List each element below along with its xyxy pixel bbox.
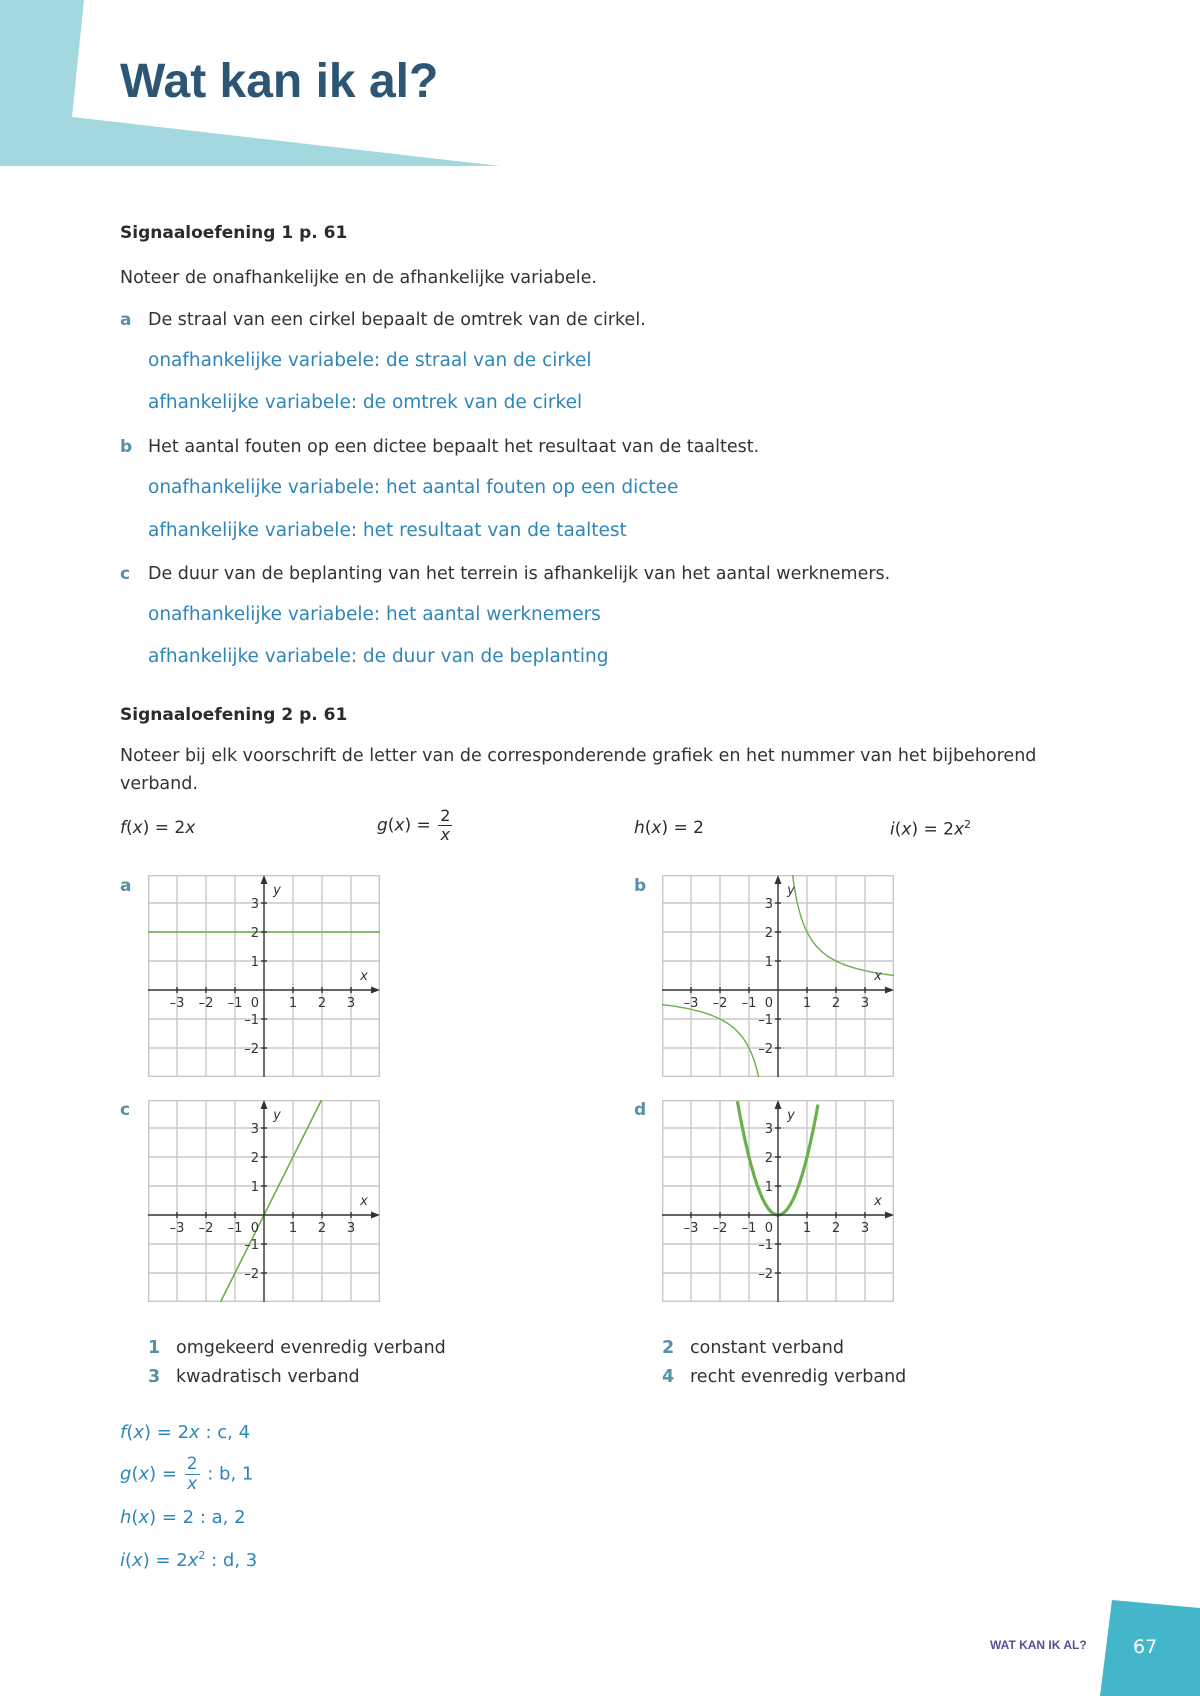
tick-label-y-pos: 2 (250, 1151, 259, 1166)
graph-d (662, 1100, 894, 1302)
answer-i: $i(x) = 2x^2$ : d, 3 (120, 1549, 258, 1571)
tick-label-x-pos: 3 (860, 1221, 870, 1236)
axis-label-x: x (874, 969, 882, 984)
tick-label-x-neg: –3 (683, 1221, 699, 1236)
graph-a (148, 875, 380, 1077)
tick-label-x-neg: –1 (227, 996, 243, 1011)
graph-label-d: d (634, 1100, 647, 1120)
graph-svg (148, 875, 380, 1077)
tick-label-x-neg: –1 (741, 996, 757, 1011)
exercise1-label-b: b (120, 437, 133, 457)
formula-f: f(x) = 2x (120, 818, 196, 838)
tick-label-origin: 0 (764, 1221, 773, 1236)
tick-label-y-neg: –1 (758, 1013, 773, 1028)
tick-label-x-pos: 2 (831, 1221, 841, 1236)
tick-label-y-neg: –1 (244, 1238, 259, 1253)
formula-g: g(x) = $\frac{2}{x}$ (377, 806, 451, 844)
tick-label-x-neg: –3 (683, 996, 699, 1011)
formula-i: $i(x) = 2x^2$ (890, 818, 972, 840)
tick-label-x-pos: 2 (317, 1221, 327, 1236)
tick-label-y-neg: –1 (758, 1238, 773, 1253)
graph-svg (148, 1100, 380, 1302)
tick-label-y-pos: 3 (764, 1122, 773, 1137)
axis-label-y: y (273, 883, 281, 898)
tick-label-x-neg: –3 (169, 996, 185, 1011)
tick-label-y-neg: –2 (244, 1267, 259, 1282)
axis-label-y: y (787, 883, 795, 898)
tick-label-y-pos: 2 (250, 926, 259, 941)
answer-f: f(x) = 2x : c, 4 (120, 1422, 251, 1443)
exercise1-answer-a2: afhankelijke variabele: de omtrek van de cirkel (148, 392, 583, 413)
exercise1-heading: Signaaloefening 1 p. 61 (120, 223, 348, 243)
graph-svg (662, 875, 894, 1077)
exercise1-label-a: a (120, 310, 132, 330)
relation-1: 1 omgekeerd evenredig verband (148, 1338, 446, 1358)
axis-label-x: x (874, 1194, 882, 1209)
tick-label-x-pos: 1 (802, 1221, 812, 1236)
tick-label-y-pos: 2 (764, 926, 773, 941)
graph-c (148, 1100, 380, 1302)
tick-label-x-neg: –2 (198, 1221, 214, 1236)
graph-b (662, 875, 894, 1077)
exercise1-question-b: Het aantal fouten op een dictee bepaalt het resultaat van de taaltest. (148, 437, 760, 457)
tick-label-x-pos: 2 (317, 996, 327, 1011)
tick-label-origin: 0 (764, 996, 773, 1011)
tick-label-x-pos: 1 (288, 1221, 298, 1236)
exercise1-label-c: c (120, 564, 131, 584)
exercise2-instruction-line2: verband. (120, 774, 198, 794)
tick-label-x-pos: 2 (831, 996, 841, 1011)
tick-label-y-pos: 1 (764, 955, 773, 970)
formula-h: h(x) = 2 (634, 818, 704, 838)
tick-label-y-pos: 3 (764, 897, 773, 912)
footer-label: WAT KAN IK AL? (990, 1638, 1087, 1652)
tick-label-y-pos: 3 (250, 1122, 259, 1137)
tick-label-x-pos: 3 (860, 996, 870, 1011)
page-title: Wat kan ik al? (120, 55, 439, 108)
answer-g: g(x) = $\frac{2}{x}$ : b, 1 (120, 1454, 254, 1494)
tick-label-x-neg: –2 (712, 996, 728, 1011)
tick-label-x-pos: 1 (802, 996, 812, 1011)
tick-label-x-neg: –3 (169, 1221, 185, 1236)
tick-label-y-pos: 1 (250, 1180, 259, 1195)
tick-label-x-pos: 3 (346, 996, 356, 1011)
page-number: 67 (1133, 1636, 1158, 1658)
axis-label-x: x (360, 969, 368, 984)
exercise1-answer-b1: onafhankelijke variabele: het aantal fouten op een dictee (148, 477, 679, 498)
tick-label-y-pos: 2 (764, 1151, 773, 1166)
exercise2-heading: Signaaloefening 2 p. 61 (120, 705, 348, 725)
exercise1-answer-b2: afhankelijke variabele: het resultaat van de taaltest (148, 520, 627, 541)
graph-label-a: a (120, 876, 132, 896)
relation-3: 3 kwadratisch verband (148, 1367, 360, 1387)
tick-label-x-neg: –1 (741, 1221, 757, 1236)
graph-label-b: b (634, 876, 647, 896)
axis-label-x: x (360, 1194, 368, 1209)
relation-2: 2 constant verband (662, 1338, 844, 1358)
exercise1-question-c: De duur van de beplanting van het terrein is afhankelijk van het aantal werknemers. (148, 564, 891, 584)
exercise2-instruction (120, 742, 1120, 798)
tick-label-y-neg: –2 (244, 1042, 259, 1057)
curve-inverse-left (662, 1004, 764, 1077)
tick-label-y-neg: –2 (758, 1267, 773, 1282)
tick-label-x-pos: 1 (288, 996, 298, 1011)
exercise2-instruction-line1: Noteer bij elk voorschrift de letter van de corresponderende grafiek en het nummer van het bijbehorend (120, 746, 1037, 766)
tick-label-x-pos: 3 (346, 1221, 356, 1236)
tick-label-y-neg: –1 (244, 1013, 259, 1028)
tick-label-x-neg: –2 (198, 996, 214, 1011)
exercise1-answer-a1: onafhankelijke variabele: de straal van de cirkel (148, 350, 592, 371)
axis-label-y: y (273, 1108, 281, 1123)
tick-label-origin: 0 (250, 1221, 259, 1236)
exercise1-question-a: De straal van een cirkel bepaalt de omtrek van de cirkel. (148, 310, 646, 330)
tick-label-y-pos: 3 (250, 897, 259, 912)
tick-label-y-pos: 1 (250, 955, 259, 970)
graph-svg (662, 1100, 894, 1302)
axis-label-y: y (787, 1108, 795, 1123)
graph-label-c: c (120, 1100, 131, 1120)
exercise1-answer-c1: onafhankelijke variabele: het aantal werknemers (148, 604, 601, 625)
curve-linear (221, 1100, 323, 1302)
relation-4: 4 recht evenredig verband (662, 1367, 907, 1387)
exercise1-instruction: Noteer de onafhankelijke en de afhankelijke variabele. (120, 268, 597, 288)
tick-label-x-neg: –1 (227, 1221, 243, 1236)
tick-label-origin: 0 (250, 996, 259, 1011)
answer-h: h(x) = 2 : a, 2 (120, 1507, 246, 1528)
tick-label-x-neg: –2 (712, 1221, 728, 1236)
exercise1-answer-c2: afhankelijke variabele: de duur van de beplanting (148, 646, 609, 667)
tick-label-y-pos: 1 (764, 1180, 773, 1195)
tick-label-y-neg: –2 (758, 1042, 773, 1057)
